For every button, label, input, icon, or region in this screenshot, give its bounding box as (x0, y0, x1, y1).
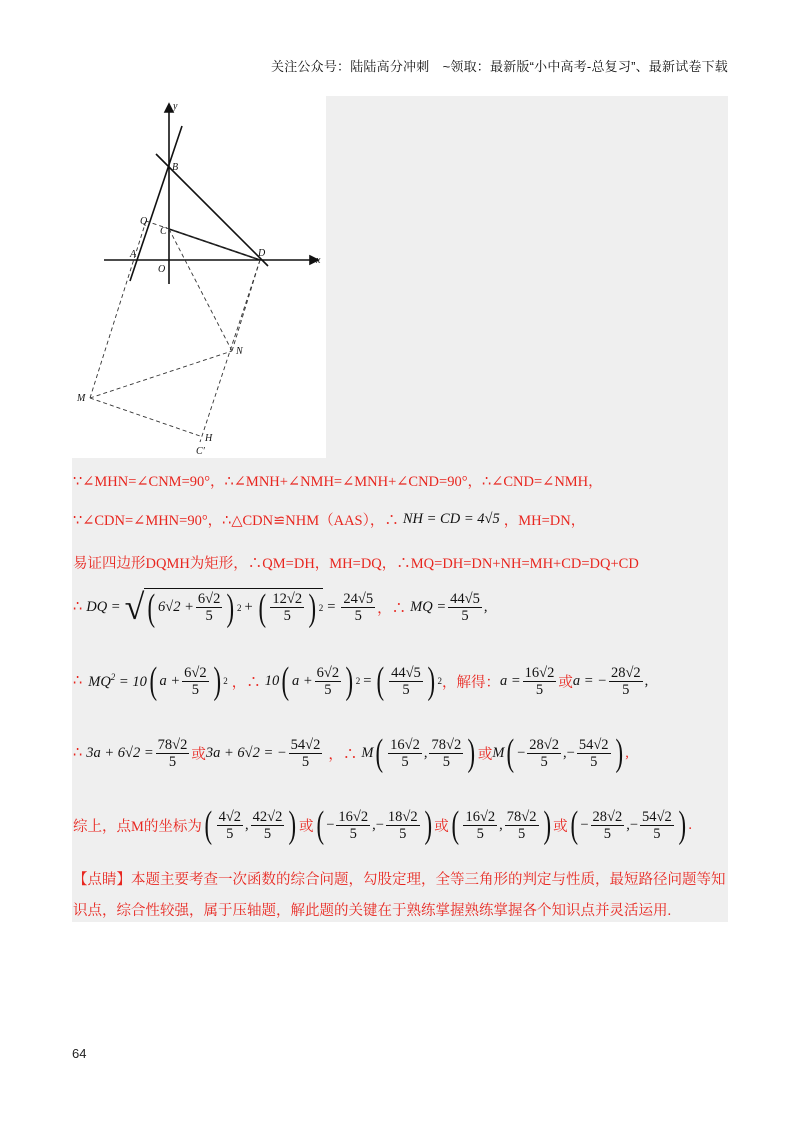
line-6-or-1: 或 (191, 746, 206, 763)
dq-value: $\frac{24√5}{5}$ (343, 590, 374, 624)
label-c-prime: C′ (196, 446, 205, 457)
solution-line-4: ∴ DQ = √ ( 6√2 + $\frac{6√2}{5}$ ) 2 + ( $\frac{12√2}{5}$ ) 2 = $\frac{24√5}{5}$ ，∴ MQ = $\frac{44√5}{5}$ , (73, 586, 488, 629)
solution-line-5: ∴ $MQ^2 = 10$ ( a + $\frac{6√2}{5}$ ) 2 ，∴ 10 ( a + $\frac{6√2}{5}$ ) 2 = ( $\frac{44√5}{5}$ ) 2 ，解得： a = $\frac{16√2}{5}$ 或 a = − $\frac{28√2}{5}$ , (73, 660, 649, 702)
mq-value: $\frac{44√5}{5}$ (450, 590, 480, 624)
line-4-mid: ，∴ (377, 600, 407, 617)
page-header: 关注公众号：陆陆高分冲刺 ~领取：最新版“小中高考-总复习”、最新试卷下载 (271, 59, 728, 74)
label-q: Q (140, 216, 148, 227)
page-number: 64 (72, 1046, 87, 1061)
label-b: B (172, 162, 179, 173)
label-c: C (160, 226, 167, 237)
label-m: M (77, 393, 86, 404)
dq-radicand: ( 6√2 + $\frac{6√2}{5}$ ) 2 + ( $\frac{12√2}{5}$ ) 2 (144, 588, 323, 627)
y-axis-arrow (165, 104, 173, 112)
line-2-text-c: ，MH=DN， (503, 513, 586, 529)
line-2-formula: NH = CD = 4√5 (402, 511, 500, 527)
segment-mh (90, 398, 200, 436)
label-d: D (258, 248, 266, 259)
line-4-prefix: ∴ (73, 598, 83, 615)
key-point-note: 【点睛】本题主要考查一次函数的综合问题，勾股定理，全等三角形的判定与性质，最短路径问题等知识点，综合性较强，属于压轴题，解此题的关键在于熟练掌握熟练掌握各个知识点并灵活运用. (73, 872, 726, 919)
line-7-or-3: 或 (553, 818, 568, 835)
mq-label: MQ = (410, 598, 447, 615)
line-5-solve: ，解得： (441, 674, 500, 691)
segment-mn (90, 351, 232, 398)
label-h: H (205, 433, 213, 444)
geometry-diagram (72, 96, 326, 458)
solution-line-6: ∴ 3a + 6√2 = $\frac{78√2}{5}$ 或 3a + 6√2 = − $\frac{54√2}{5}$ ，∴ M ( $\frac{16√2}{5}$ , $\frac{78√2}{5}$ ) 或 M ( − $\frac{28√2}{5}$ ,− $\frac{54√2}{5}$ ) , (73, 732, 629, 774)
dq-label: DQ = (86, 598, 121, 615)
solution-line-3 (73, 552, 639, 573)
line-6-or-2: 或 (477, 746, 493, 763)
line-1-text: ∵∠MHN=∠CNM=90°，∴∠MNH+∠NMH=∠MNH+∠CND=90°，∴∠CND=∠NMH， (73, 474, 603, 490)
line-3-text: 易证四边形DQMH为矩形，∴QM=DH，MH=DQ，∴MQ=DH=DN+NH=MH+CD=DQ+CD (73, 556, 639, 572)
line-7-prefix: 综上，点M的坐标为 (73, 818, 202, 835)
label-y: y (173, 101, 178, 112)
segment-mq (90, 221, 146, 398)
line-5-prefix: ∴ (73, 672, 83, 689)
line-7-or-2: 或 (434, 818, 449, 835)
solution-line-1 (73, 470, 603, 491)
label-a: A (130, 249, 137, 260)
solution-line-2 (73, 509, 585, 530)
label-o: O (158, 264, 166, 275)
solution-line-7: 综上，点M的坐标为 ( $\frac{4√2}{5}$ , $\frac{42√2}{5}$ ) 或 ( − $\frac{16√2}{5}$ ,− $\frac{18√2}{5}$ ) 或 ( $\frac{16√2}{5}$ , $\frac{78√2}{5}$ ) 或 ( − $\frac{28√2}{5}$ ,− $\frac{54√2}{5}$ ) . (73, 804, 693, 846)
line-7-or-1: 或 (299, 818, 314, 835)
line-2-text-a: ∵∠CDN=∠MHN=90°，∴△CDN≌NHM（AAS），∴ (73, 513, 399, 529)
segment-dc-prime (200, 260, 260, 442)
sqrt-sign: √ (124, 587, 145, 627)
line-5-or: 或 (558, 674, 573, 691)
geometry-figure (72, 96, 326, 458)
line-ab (130, 126, 182, 281)
label-x: x (316, 255, 321, 266)
label-n: N (236, 346, 243, 357)
